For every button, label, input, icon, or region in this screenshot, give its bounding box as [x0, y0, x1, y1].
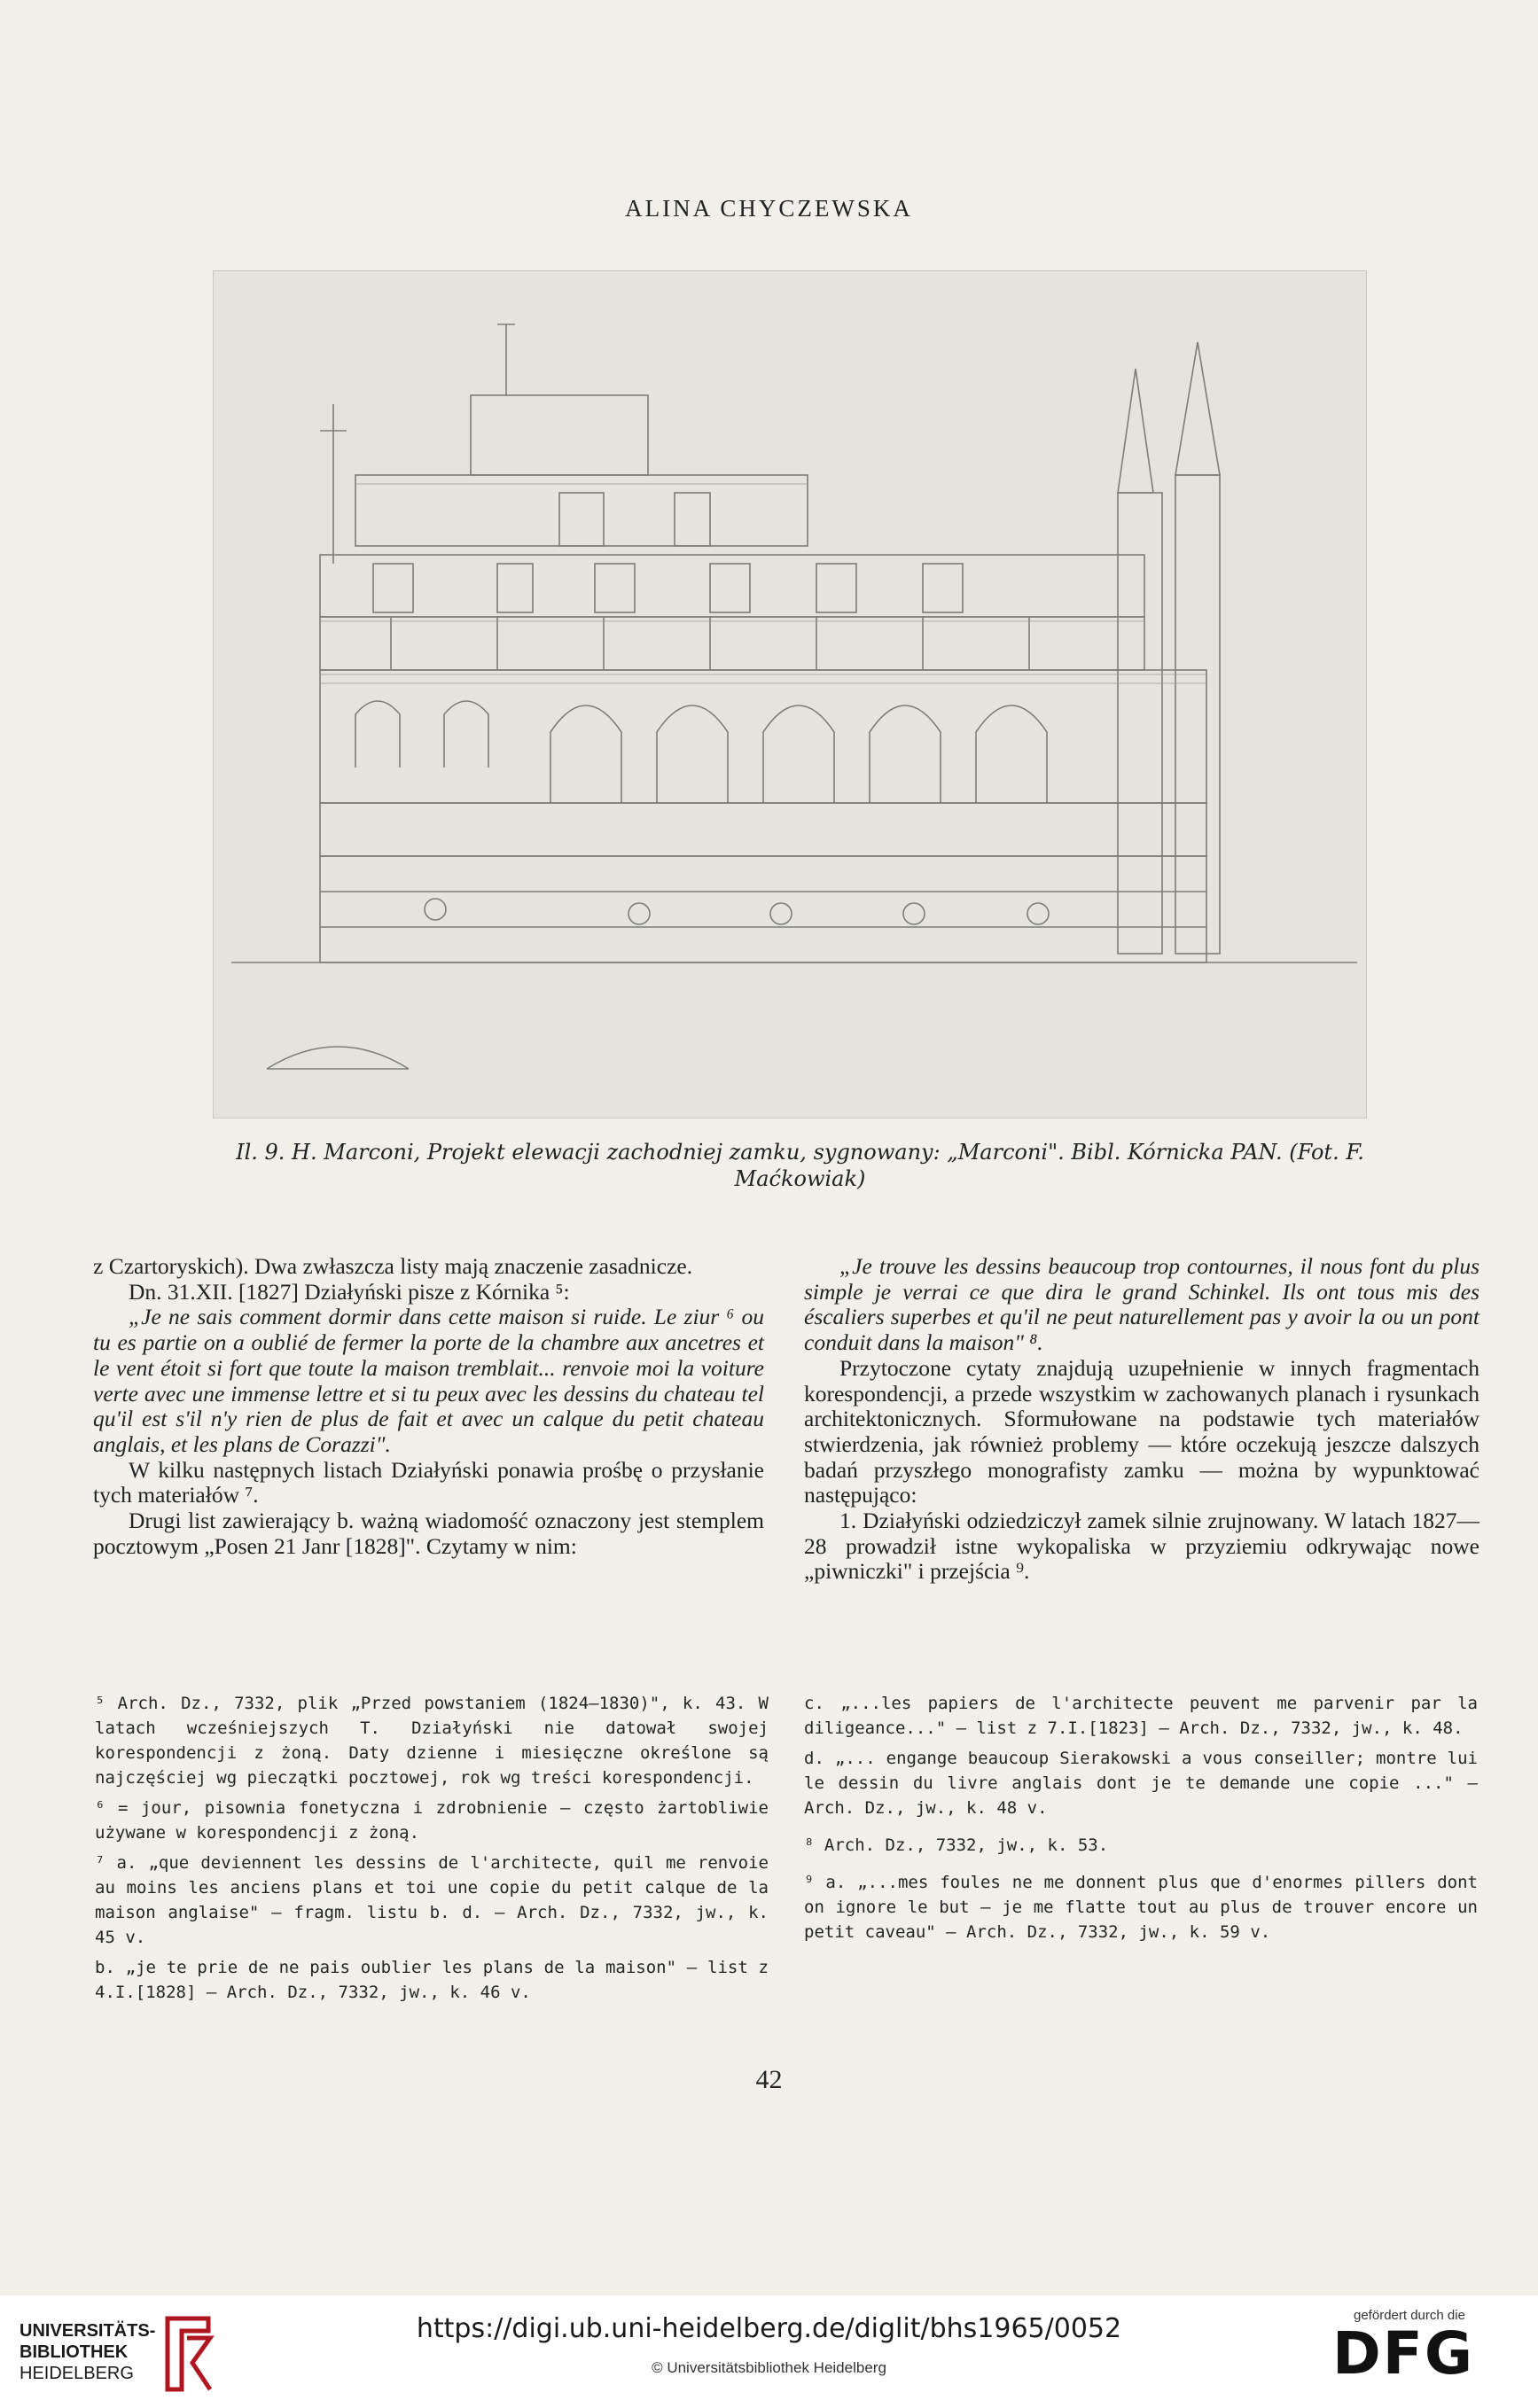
page-number: 42 [755, 2065, 783, 2094]
footnote: ⁷ a. „que deviennent les dessins de l'architecte, quil me renvoie au moins les anciens plans et toi une copie du petit calque de la maison anglaise" — fragm. listu b. d. — Arch. Dz., 7332, jw., k. 45 v. [95, 1853, 769, 1947]
body-column-right [804, 1254, 1479, 1585]
footnote: b. „je te prie de ne pais oublier les plans de la maison" — list z 4.I.[1828] — Arch. Dz., 7332, jw., k. 46 v. [95, 1958, 769, 2002]
copyright-notice: © Universitätsbibliothek Heidelberg [652, 2359, 886, 2376]
paragraph: Dn. 31.XII. [1827] Działyński pisze z Kórnika ⁵: [129, 1278, 570, 1305]
library-line: BIBLIOTHEK [20, 2342, 129, 2362]
figure-caption: Il. 9. H. Marconi, Projekt elewacji zachodniej zamku, sygnowany: „Marconi". Bibl. Kórnicka PAN. (Fot. F. Maćkowiak) [236, 1140, 1364, 1191]
quotation: „Je ne sais comment dormir dans cette maison si ruide. Le ziur ⁶ ou tu es partie on a oublié de fermer la porte de la chambre aux ancetres et le vent étoit si fort que toute la maison tremblait... renvoie moi la voiture verte avec une immense lettre et si tu peux avec les dessins du chateau tel qu'il est s'il n'y rien de plus de fait et avec un calque du petit chateau anglais, et les plans de Corazzi". [93, 1304, 764, 1457]
body-column-left [93, 1254, 764, 1559]
funder-label: gefördert durch die [1354, 2308, 1465, 2323]
dfg-logo: DFG [1332, 2319, 1475, 2388]
library-line: HEIDELBERG [20, 2364, 134, 2383]
paragraph: 1. Działyński odziedziczył zamek silnie zrujnowany. W latach 1827—28 prowadził istne wykopaliska w przyziemiu odkrywając nowe „piwniczki" i przejścia ⁹. [804, 1508, 1479, 1585]
paragraph: z Czartoryskich). Dwa zwłaszcza listy mają znaczenie zasadnicze. [93, 1253, 693, 1279]
document-url-link[interactable]: https://digi.ub.uni-heidelberg.de/diglit/bhs1965/0052 [416, 2313, 1122, 2344]
footnotes-left [95, 1691, 769, 2010]
running-head: ALINA CHYCZEWSKA [625, 195, 913, 222]
footnote: d. „... engange beaucoup Sierakowski a vous conseiller; montre lui le dessin du livre anglais dont je te demande une copie ..." — Arch. Dz., jw., k. 48 v. [804, 1749, 1478, 1818]
footnotes-right [804, 1691, 1478, 1950]
footnote: c. „...les papiers de l'architecte peuvent me parvenir par la diligeance..." — list z 7.I.[1823] — Arch. Dz., 7332, jw., k. 48. [804, 1694, 1478, 1738]
paragraph: Przytoczone cytaty znajdują uzupełnienie w innych fragmentach korespondencji, a przede wszystkim w zachowanych planach i rysunkach architektonicznych. Sformułowane na podstawie tych materiałów stwierdzenia, jak również problemy — które oczekują jeszcze dalszych badań przyszłego monografisty zamku — można by wypunktować następująco: [804, 1354, 1479, 1508]
quotation: „Je trouve les dessins beaucoup trop contournes, il nous font du plus simple je verrai ce que dira le grand Schinkel. Ils ont tous mis des éscaliers superbes et qu'il ne peut naturellement pas y avoir la ou un pont conduit dans la maison" ⁸. [804, 1253, 1479, 1356]
paragraph: Drugi list zawierający b. ważną wiadomość oznaczony jest stemplem pocztowym „Posen 21 Janr [1828]". Czytamy w nim: [93, 1508, 764, 1559]
paragraph: W kilku następnych listach Działyński ponawia prośbę o przysłanie tych materiałów ⁷. [93, 1456, 764, 1508]
footnote: ⁹ a. „...mes foules ne me donnent plus que d'enormes pillers dont on ignore le but — je me flatte tout au plus de trouver encore un petit caveau" — Arch. Dz., 7332, jw., k. 59 v. [804, 1873, 1478, 1942]
footnote: ⁶ = jour, pisownia fonetyczna i zdrobnienie — często żartobliwie używane w korespondencji z żoną. [95, 1798, 769, 1843]
footnote: ⁸ Arch. Dz., 7332, jw., k. 53. [804, 1835, 1109, 1855]
library-line: UNIVERSITÄTS- [20, 2321, 156, 2341]
funder-block[interactable] [1332, 2308, 1501, 2388]
footnote: ⁵ Arch. Dz., 7332, plik „Przed powstaniem (1824—1830)", k. 43. W latach wcześniejszych T. Działyński nie datował swojej korespondencji z żoną. Daty dzienne i miesięczne określone są najczęściej wg pieczątki pocztowej, rok wg treści korespondencji. [95, 1694, 769, 1788]
architectural-drawing-plate [213, 270, 1367, 1118]
viewer-footer [0, 2295, 1538, 2408]
castle-elevation-drawing [214, 271, 1366, 1118]
